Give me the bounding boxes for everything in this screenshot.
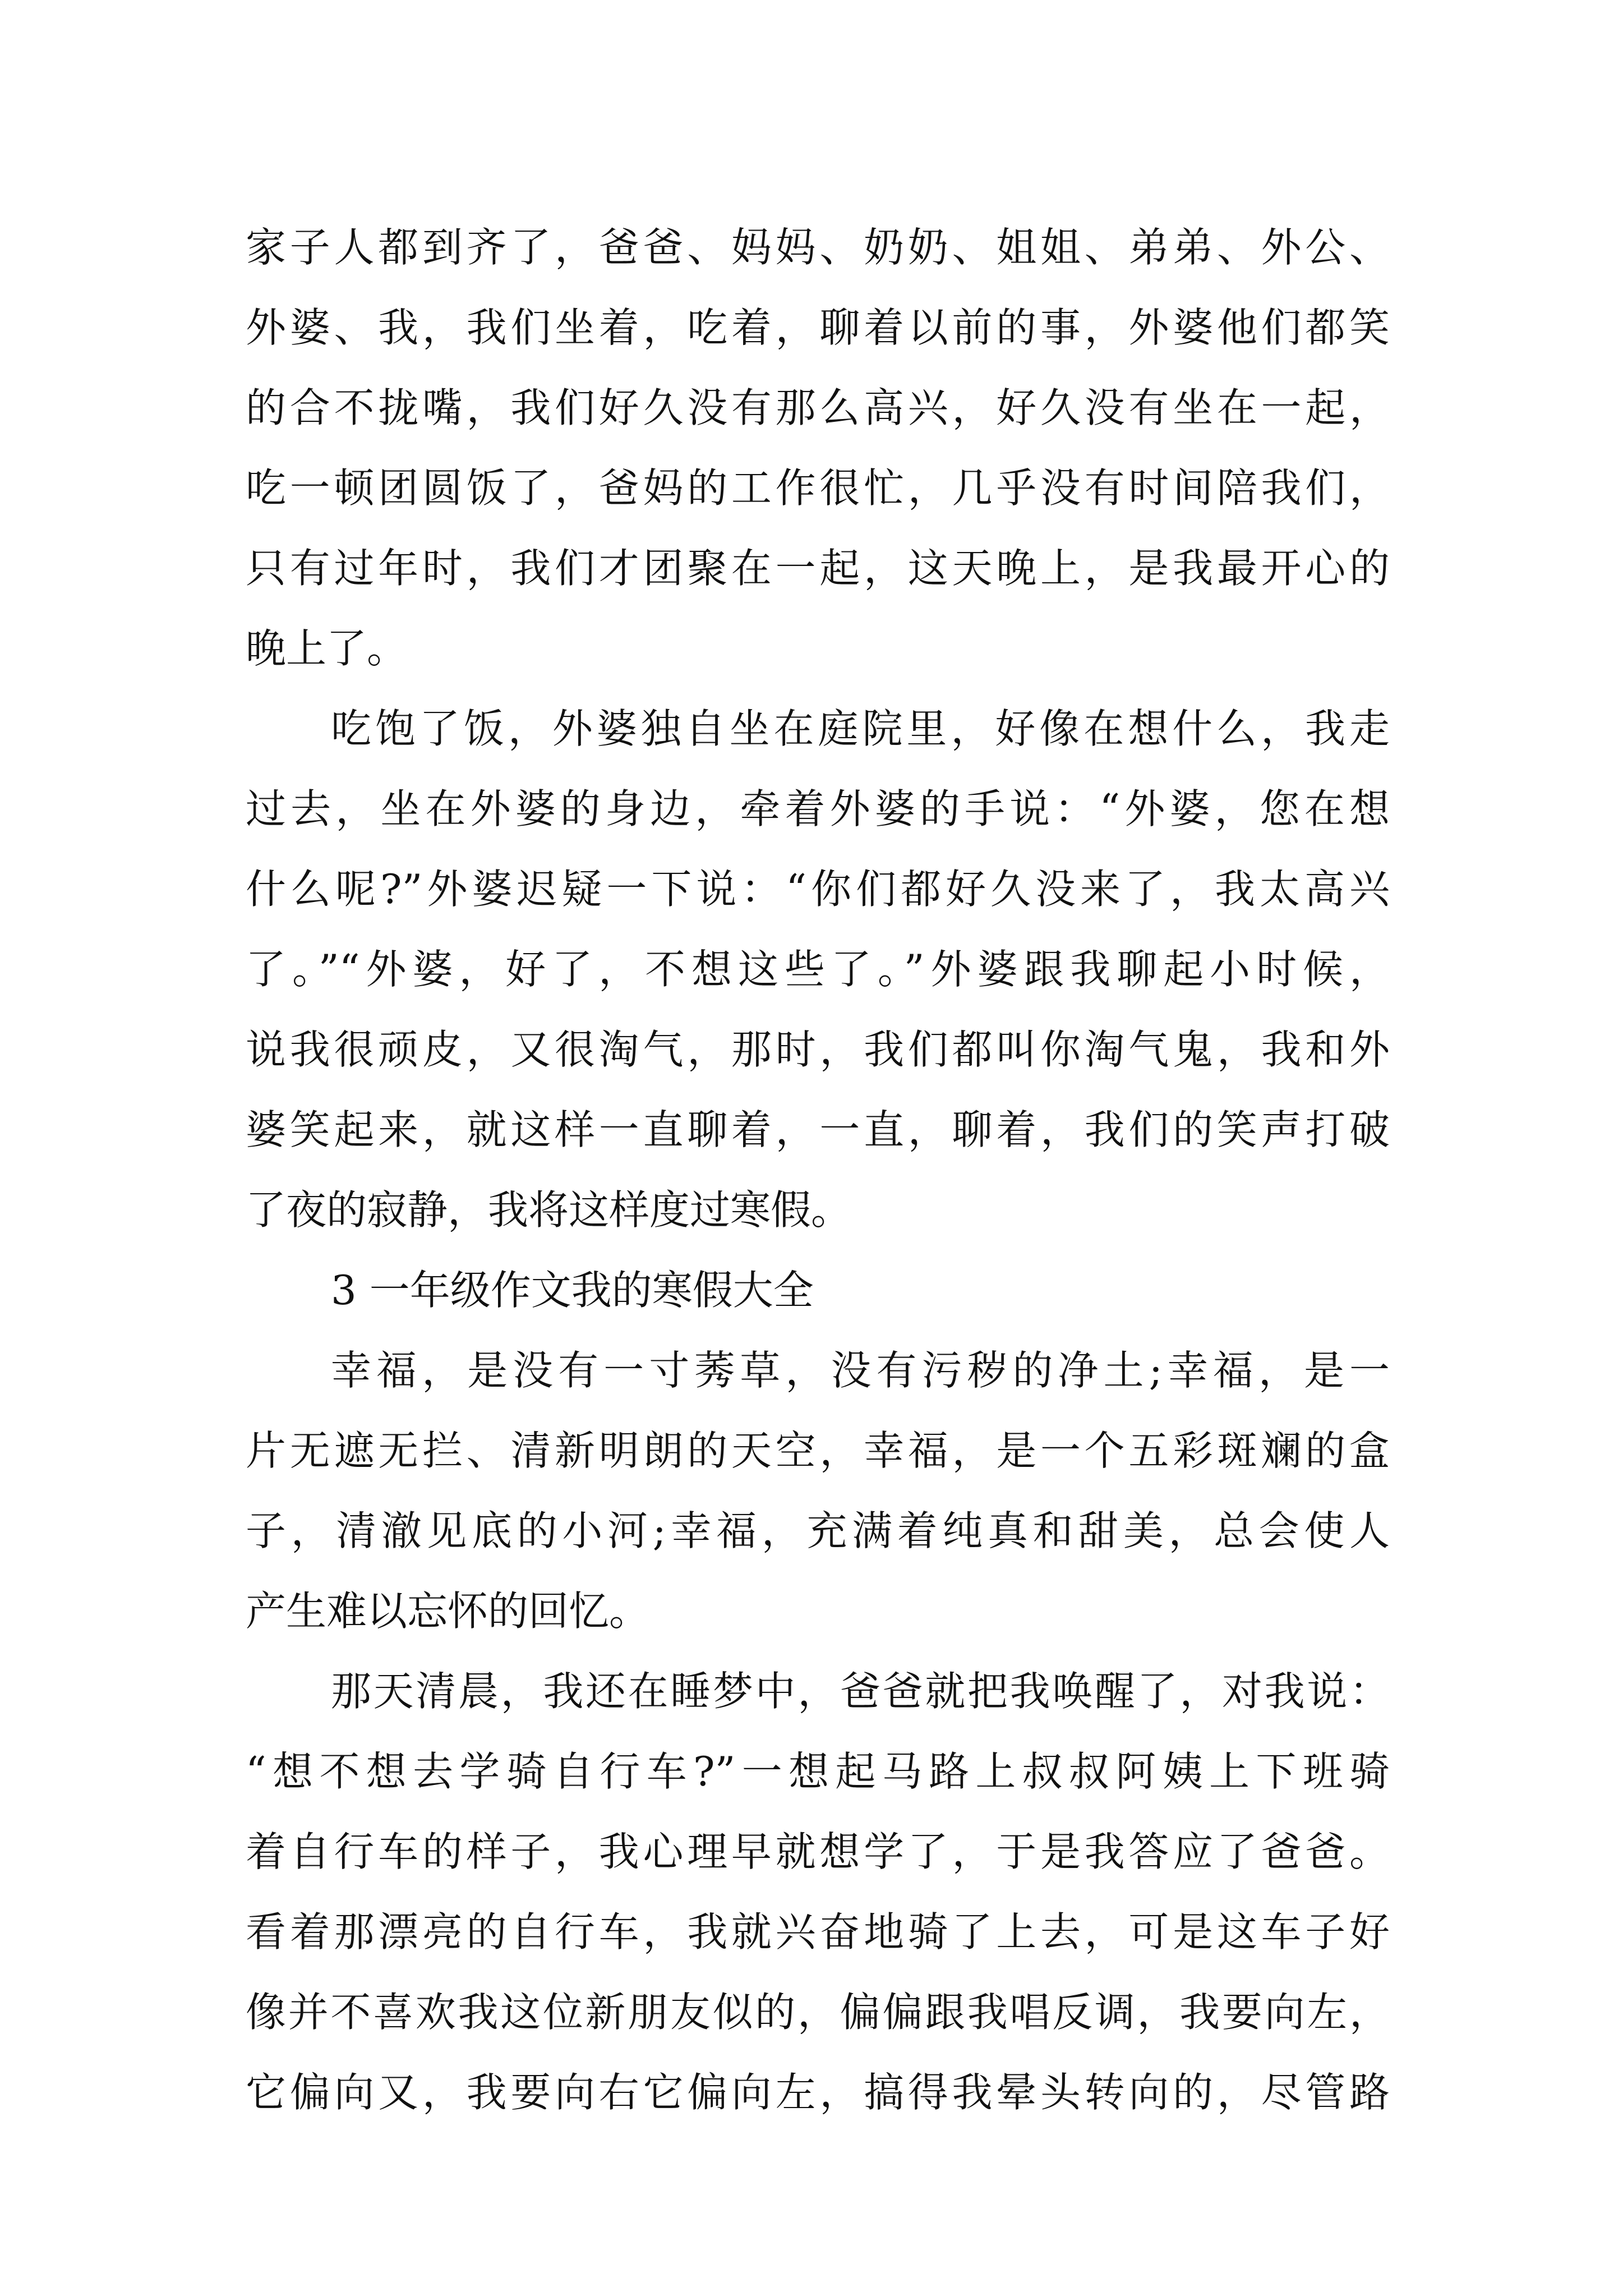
- paragraph-first-line: 幸福，是没有一寸莠草，没有污秽的净土;幸福，是一: [331, 1347, 1390, 1394]
- paragraph-first-line: 那天清晨，我还在睡梦中，爸爸就把我唤醒了，对我说：: [331, 1668, 1390, 1715]
- text-line: 子，清澈见底的小河;幸福，充满着纯真和甜美，总会使人: [246, 1507, 1390, 1554]
- section-heading: 3 一年级作文我的寒假大全: [331, 1267, 814, 1314]
- text-line: “想不想去学骑自行车?”一想起马路上叔叔阿姨上下班骑: [246, 1748, 1390, 1795]
- text-line: 它偏向又，我要向右它偏向左，搞得我晕头转向的，尽管路: [246, 2069, 1390, 2116]
- text-line: 过去，坐在外婆的身边，牵着外婆的手说：“外婆，您在想: [246, 785, 1390, 832]
- text-line: 片无遮无拦、清新明朗的天空，幸福，是一个五彩斑斓的盒: [246, 1427, 1390, 1474]
- text-line: 什么呢?”外婆迟疑一下说：“你们都好久没来了，我太高兴: [246, 866, 1390, 913]
- text-line: 吃一顿团圆饭了，爸妈的工作很忙，几乎没有时间陪我们，: [246, 464, 1390, 512]
- text-line: 晚上了。: [246, 625, 408, 672]
- text-line: 家子人都到齐了，爸爸、妈妈、奶奶、姐姐、弟弟、外公、: [246, 224, 1390, 271]
- paragraph-first-line: 吃饱了饭，外婆独自坐在庭院里，好像在想什么，我走: [331, 705, 1390, 752]
- text-line: 产生难以忘怀的回忆。: [246, 1588, 650, 1635]
- text-line: 婆笑起来，就这样一直聊着，一直，聊着，我们的笑声打破: [246, 1106, 1390, 1153]
- text-line: 外婆、我，我们坐着，吃着，聊着以前的事，外婆他们都笑: [246, 304, 1390, 351]
- text-line: 了。”“外婆，好了，不想这些了。”外婆跟我聊起小时候，: [246, 946, 1390, 993]
- document-body: [246, 208, 1390, 2133]
- text-line: 了夜的寂静，我将这样度过寒假。: [246, 1186, 852, 1234]
- text-line: 着自行车的样子，我心理早就想学了，于是我答应了爸爸。: [246, 1828, 1390, 1875]
- text-line: 的合不拢嘴，我们好久没有那么高兴，好久没有坐在一起，: [246, 384, 1390, 431]
- text-line: 说我很顽皮，又很淘气，那时，我们都叫你淘气鬼，我和外: [246, 1026, 1390, 1073]
- text-line: 像并不喜欢我这位新朋友似的，偏偏跟我唱反调，我要向左，: [246, 1989, 1390, 2036]
- text-line: 看着那漂亮的自行车，我就兴奋地骑了上去，可是这车子好: [246, 1908, 1390, 1955]
- text-line: 只有过年时，我们才团聚在一起，这天晚上，是我最开心的: [246, 545, 1390, 592]
